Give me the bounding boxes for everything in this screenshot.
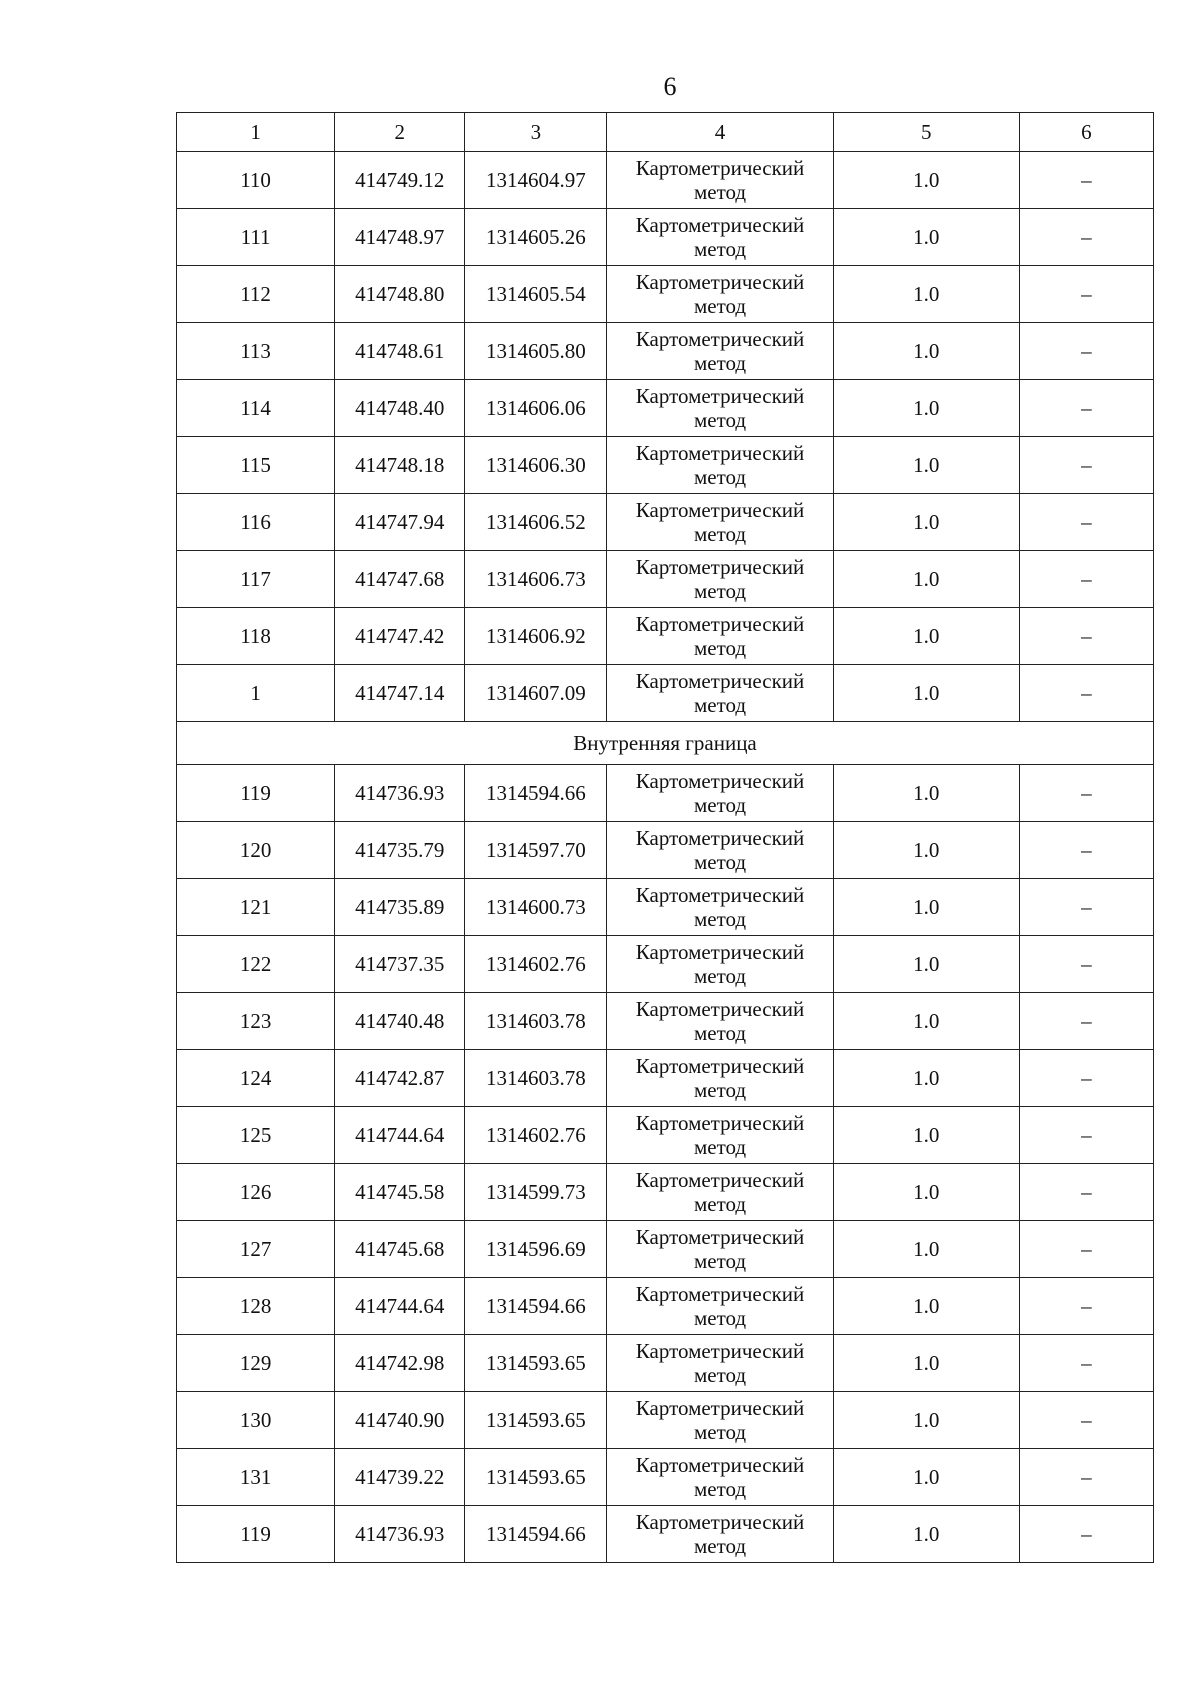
point-number-cell: 119 — [177, 1506, 335, 1563]
point-number-cell: 130 — [177, 1392, 335, 1449]
y-coordinate-cell: 1314602.76 — [465, 936, 607, 993]
method-cell: Картометрический метод — [607, 1221, 833, 1278]
accuracy-cell: 1.0 — [833, 1335, 1019, 1392]
method-cell: Картометрический метод — [607, 1449, 833, 1506]
table-row — [177, 551, 1154, 608]
point-number-cell: 118 — [177, 608, 335, 665]
table-row — [177, 323, 1154, 380]
note-cell: – — [1019, 822, 1153, 879]
header-cell-col-6: 6 — [1019, 113, 1153, 152]
section-header-row — [177, 722, 1154, 765]
table-row — [177, 993, 1154, 1050]
point-number-cell: 127 — [177, 1221, 335, 1278]
table-row — [177, 936, 1154, 993]
x-coordinate-cell: 414736.93 — [335, 1506, 465, 1563]
header-cell-col-1: 1 — [177, 113, 335, 152]
y-coordinate-cell: 1314597.70 — [465, 822, 607, 879]
note-cell: – — [1019, 209, 1153, 266]
section-title: Внутренняя граница — [177, 722, 1154, 765]
note-cell: – — [1019, 993, 1153, 1050]
accuracy-cell: 1.0 — [833, 1278, 1019, 1335]
point-number-cell: 112 — [177, 266, 335, 323]
accuracy-cell: 1.0 — [833, 1506, 1019, 1563]
method-cell: Картометрический метод — [607, 608, 833, 665]
y-coordinate-cell: 1314593.65 — [465, 1392, 607, 1449]
y-coordinate-cell: 1314606.06 — [465, 380, 607, 437]
point-number-cell: 125 — [177, 1107, 335, 1164]
y-coordinate-cell: 1314603.78 — [465, 1050, 607, 1107]
accuracy-cell: 1.0 — [833, 323, 1019, 380]
x-coordinate-cell: 414744.64 — [335, 1107, 465, 1164]
method-cell: Картометрический метод — [607, 1335, 833, 1392]
method-cell: Картометрический метод — [607, 1392, 833, 1449]
y-coordinate-cell: 1314605.26 — [465, 209, 607, 266]
table-row — [177, 765, 1154, 822]
table-row — [177, 665, 1154, 722]
accuracy-cell: 1.0 — [833, 1449, 1019, 1506]
x-coordinate-cell: 414748.80 — [335, 266, 465, 323]
note-cell: – — [1019, 936, 1153, 993]
x-coordinate-cell: 414744.64 — [335, 1278, 465, 1335]
note-cell: – — [1019, 608, 1153, 665]
point-number-cell: 126 — [177, 1164, 335, 1221]
accuracy-cell: 1.0 — [833, 1221, 1019, 1278]
table-row — [177, 1449, 1154, 1506]
table-row — [177, 1278, 1154, 1335]
x-coordinate-cell: 414747.94 — [335, 494, 465, 551]
table-row — [177, 1050, 1154, 1107]
method-cell: Картометрический метод — [607, 1164, 833, 1221]
point-number-cell: 117 — [177, 551, 335, 608]
method-cell: Картометрический метод — [607, 1278, 833, 1335]
x-coordinate-cell: 414737.35 — [335, 936, 465, 993]
note-cell: – — [1019, 665, 1153, 722]
method-cell: Картометрический метод — [607, 551, 833, 608]
table-row — [177, 608, 1154, 665]
method-cell: Картометрический метод — [607, 380, 833, 437]
note-cell: – — [1019, 494, 1153, 551]
coordinates-table — [176, 112, 1154, 1563]
point-number-cell: 116 — [177, 494, 335, 551]
point-number-cell: 122 — [177, 936, 335, 993]
y-coordinate-cell: 1314594.66 — [465, 765, 607, 822]
y-coordinate-cell: 1314602.76 — [465, 1107, 607, 1164]
point-number-cell: 129 — [177, 1335, 335, 1392]
method-cell: Картометрический метод — [607, 266, 833, 323]
x-coordinate-cell: 414745.68 — [335, 1221, 465, 1278]
accuracy-cell: 1.0 — [833, 380, 1019, 437]
point-number-cell: 110 — [177, 152, 335, 209]
header-cell-col-2: 2 — [335, 113, 465, 152]
table-header-row — [177, 113, 1154, 152]
method-cell: Картометрический метод — [607, 822, 833, 879]
x-coordinate-cell: 414747.68 — [335, 551, 465, 608]
note-cell: – — [1019, 765, 1153, 822]
y-coordinate-cell: 1314606.92 — [465, 608, 607, 665]
point-number-cell: 114 — [177, 380, 335, 437]
header-cell-col-5: 5 — [833, 113, 1019, 152]
point-number-cell: 131 — [177, 1449, 335, 1506]
note-cell: – — [1019, 266, 1153, 323]
point-number-cell: 115 — [177, 437, 335, 494]
header-cell-col-4: 4 — [607, 113, 833, 152]
y-coordinate-cell: 1314604.97 — [465, 152, 607, 209]
method-cell: Картометрический метод — [607, 765, 833, 822]
accuracy-cell: 1.0 — [833, 879, 1019, 936]
point-number-cell: 124 — [177, 1050, 335, 1107]
accuracy-cell: 1.0 — [833, 437, 1019, 494]
method-cell: Картометрический метод — [607, 323, 833, 380]
x-coordinate-cell: 414747.14 — [335, 665, 465, 722]
y-coordinate-cell: 1314605.80 — [465, 323, 607, 380]
y-coordinate-cell: 1314605.54 — [465, 266, 607, 323]
note-cell: – — [1019, 1506, 1153, 1563]
y-coordinate-cell: 1314593.65 — [465, 1335, 607, 1392]
x-coordinate-cell: 414735.79 — [335, 822, 465, 879]
accuracy-cell: 1.0 — [833, 266, 1019, 323]
note-cell: – — [1019, 1164, 1153, 1221]
note-cell: – — [1019, 437, 1153, 494]
table-row — [177, 1107, 1154, 1164]
point-number-cell: 113 — [177, 323, 335, 380]
x-coordinate-cell: 414736.93 — [335, 765, 465, 822]
accuracy-cell: 1.0 — [833, 608, 1019, 665]
x-coordinate-cell: 414748.61 — [335, 323, 465, 380]
table-row — [177, 879, 1154, 936]
x-coordinate-cell: 414749.12 — [335, 152, 465, 209]
page-number: 6 — [663, 72, 677, 101]
x-coordinate-cell: 414739.22 — [335, 1449, 465, 1506]
note-cell: – — [1019, 1392, 1153, 1449]
header-cell-col-3: 3 — [465, 113, 607, 152]
accuracy-cell: 1.0 — [833, 1107, 1019, 1164]
method-cell: Картометрический метод — [607, 437, 833, 494]
method-cell: Картометрический метод — [607, 879, 833, 936]
accuracy-cell: 1.0 — [833, 1050, 1019, 1107]
accuracy-cell: 1.0 — [833, 993, 1019, 1050]
point-number-cell: 121 — [177, 879, 335, 936]
y-coordinate-cell: 1314596.69 — [465, 1221, 607, 1278]
y-coordinate-cell: 1314593.65 — [465, 1449, 607, 1506]
note-cell: – — [1019, 380, 1153, 437]
note-cell: – — [1019, 152, 1153, 209]
note-cell: – — [1019, 1278, 1153, 1335]
method-cell: Картометрический метод — [607, 1506, 833, 1563]
note-cell: – — [1019, 323, 1153, 380]
method-cell: Картометрический метод — [607, 1050, 833, 1107]
x-coordinate-cell: 414740.90 — [335, 1392, 465, 1449]
coordinates-table-body — [177, 113, 1154, 1563]
accuracy-cell: 1.0 — [833, 1164, 1019, 1221]
method-cell: Картометрический метод — [607, 494, 833, 551]
x-coordinate-cell: 414735.89 — [335, 879, 465, 936]
method-cell: Картометрический метод — [607, 152, 833, 209]
table-row — [177, 494, 1154, 551]
note-cell: – — [1019, 1449, 1153, 1506]
accuracy-cell: 1.0 — [833, 152, 1019, 209]
point-number-cell: 128 — [177, 1278, 335, 1335]
accuracy-cell: 1.0 — [833, 494, 1019, 551]
point-number-cell: 119 — [177, 765, 335, 822]
method-cell: Картометрический метод — [607, 665, 833, 722]
accuracy-cell: 1.0 — [833, 765, 1019, 822]
note-cell: – — [1019, 1107, 1153, 1164]
y-coordinate-cell: 1314606.30 — [465, 437, 607, 494]
table-row — [177, 380, 1154, 437]
accuracy-cell: 1.0 — [833, 822, 1019, 879]
y-coordinate-cell: 1314599.73 — [465, 1164, 607, 1221]
note-cell: – — [1019, 879, 1153, 936]
table-row — [177, 1506, 1154, 1563]
x-coordinate-cell: 414748.18 — [335, 437, 465, 494]
y-coordinate-cell: 1314606.52 — [465, 494, 607, 551]
x-coordinate-cell: 414742.98 — [335, 1335, 465, 1392]
table-row — [177, 1335, 1154, 1392]
y-coordinate-cell: 1314594.66 — [465, 1506, 607, 1563]
accuracy-cell: 1.0 — [833, 1392, 1019, 1449]
y-coordinate-cell: 1314594.66 — [465, 1278, 607, 1335]
table-row — [177, 152, 1154, 209]
method-cell: Картометрический метод — [607, 936, 833, 993]
x-coordinate-cell: 414748.40 — [335, 380, 465, 437]
point-number-cell: 123 — [177, 993, 335, 1050]
method-cell: Картометрический метод — [607, 993, 833, 1050]
accuracy-cell: 1.0 — [833, 665, 1019, 722]
table-row — [177, 209, 1154, 266]
point-number-cell: 1 — [177, 665, 335, 722]
x-coordinate-cell: 414747.42 — [335, 608, 465, 665]
y-coordinate-cell: 1314607.09 — [465, 665, 607, 722]
accuracy-cell: 1.0 — [833, 936, 1019, 993]
x-coordinate-cell: 414745.58 — [335, 1164, 465, 1221]
table-row — [177, 1164, 1154, 1221]
table-row — [177, 1392, 1154, 1449]
note-cell: – — [1019, 1335, 1153, 1392]
accuracy-cell: 1.0 — [833, 551, 1019, 608]
y-coordinate-cell: 1314606.73 — [465, 551, 607, 608]
x-coordinate-cell: 414742.87 — [335, 1050, 465, 1107]
table-row — [177, 1221, 1154, 1278]
x-coordinate-cell: 414748.97 — [335, 209, 465, 266]
accuracy-cell: 1.0 — [833, 209, 1019, 266]
table-row — [177, 822, 1154, 879]
x-coordinate-cell: 414740.48 — [335, 993, 465, 1050]
method-cell: Картометрический метод — [607, 1107, 833, 1164]
table-row — [177, 437, 1154, 494]
table-row — [177, 266, 1154, 323]
note-cell: – — [1019, 1050, 1153, 1107]
note-cell: – — [1019, 551, 1153, 608]
y-coordinate-cell: 1314603.78 — [465, 993, 607, 1050]
method-cell: Картометрический метод — [607, 209, 833, 266]
y-coordinate-cell: 1314600.73 — [465, 879, 607, 936]
note-cell: – — [1019, 1221, 1153, 1278]
point-number-cell: 111 — [177, 209, 335, 266]
point-number-cell: 120 — [177, 822, 335, 879]
